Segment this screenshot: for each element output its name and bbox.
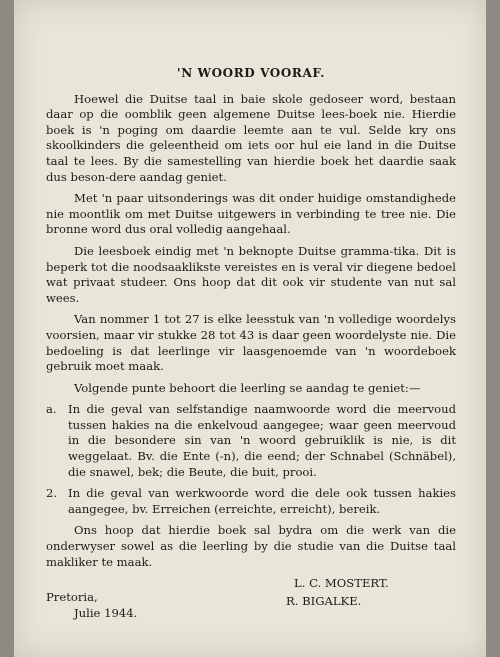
author-name-2: R. BIGALKE.: [286, 594, 362, 609]
paragraph-2: Met 'n paar uitsonderings was dit onder huidige omstandighede nie moontlik om met Duitse uitgewers in verbinding te tree nie. Die bronne word dus oral volledig aangehaal.: [46, 191, 456, 237]
paragraph-1: Hoewel die Duitse taal in baie skole gedoseer word, bestaan daar op die oomblik geen algemene Duitse lees-boek nie. Hierdie boek is 'n poging om daardie leemte aan te vul. Selde kry ons skoolkinders die geleentheid om iets oor hul eie land in die Duitse taal te lees. By die samestelling van hierdie boek het daardie saak dus beson-dere aandag geniet.: [46, 91, 456, 184]
book-page: [14, 0, 486, 657]
author-name-1: L. C. MOSTERT.: [294, 576, 389, 591]
preface-text: [46, 66, 456, 622]
list-item-marker: 2.: [46, 486, 58, 501]
list-item-text: In die geval van selfstandige naamwoorde word die meervoud tussen hakies na die enkelvoud aangegee; waar geen meervoud in die besondere sin van 'n woord gebruiklik is nie, is dit weggelaat. Bv. die Ente (-n), die eend; der Schnabel (Schnäbel), die snawel, bek; die Beute, die buit, prooi.: [68, 402, 456, 479]
list-item-a: [46, 402, 456, 480]
page-title: 'N WOORD VOORAF.: [176, 66, 326, 80]
paragraph-4: Van nommer 1 tot 27 is elke leesstuk van 'n volledige woordelys voorsien, maar vir stukke 28 tot 43 is daar geen woordelyste nie. Die bedoeling is dat leerlinge vir laasgenoemde van 'n woordeboek gebruik moet maak.: [46, 312, 456, 374]
list-item-text: In die geval van werkwoorde word die dele ook tussen hakies aangegee, bv. Erreichen (erreichte, erreicht), bereik.: [68, 486, 456, 516]
closing-paragraph: Ons hoop dat hierdie boek sal bydra om die werk van die onderwyser sowel as die leerling by die studie van die Duitse taal makliker te maak.: [46, 523, 456, 569]
signature-block: [46, 576, 456, 622]
paragraph-3: Die leesboek eindig met 'n beknopte Duitse gramma-tika. Dit is beperk tot die noodsaaklikste vereistes en is veral vir diegene bedoel wat privaat studeer. Ons hoop dat dit ook vir studente van nut sal wees.: [46, 243, 456, 305]
list-item-2: [46, 486, 456, 517]
list-item-marker: a.: [46, 402, 57, 417]
paragraph-5: Volgende punte behoort die leerling se aandag te geniet:—: [74, 380, 421, 395]
signature-place: Pretoria,: [46, 590, 98, 605]
signature-date: Julie 1944.: [74, 606, 138, 621]
